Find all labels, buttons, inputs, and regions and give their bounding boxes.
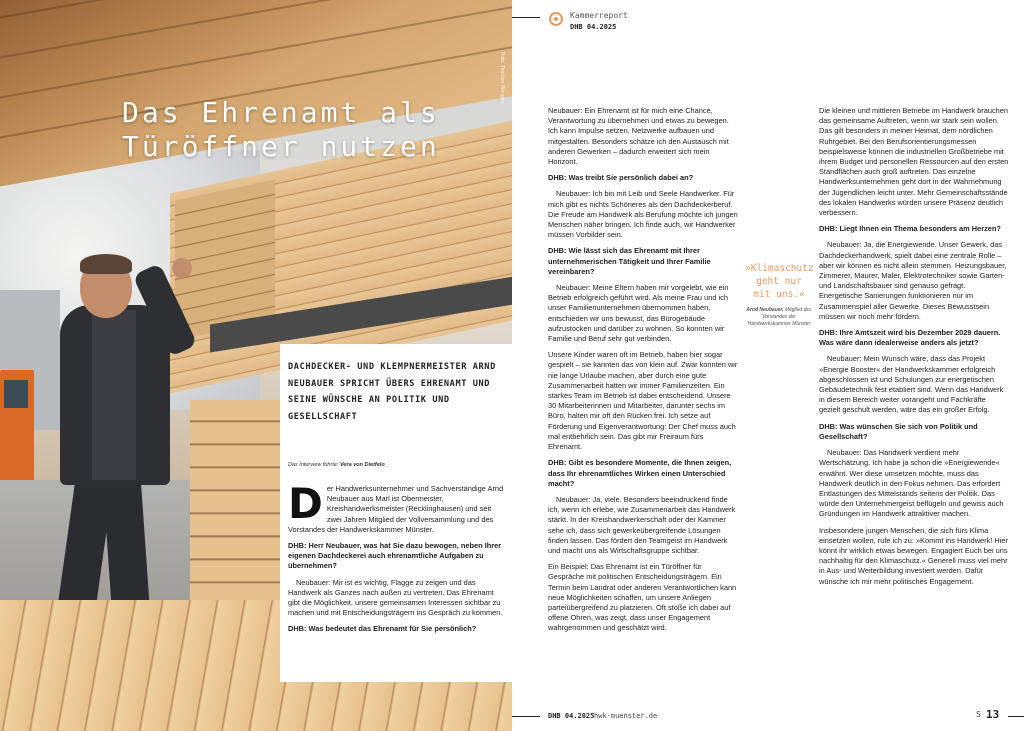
paragraph: Neubauer: Ich bin mit Leib und Seele Handwerker. Für mich gibt es nichts Schöneres als den Dachdeckerberuf. Die Freude am Handwerk als Berufung möchte ich jungen Menschen näher bringen. Ich finde auch, wir Handwerker müssen Vorbilder sein.: [548, 189, 738, 240]
article-headline: [122, 96, 482, 164]
question: DHB: Was wünschen Sie sich von Politik und Gesellschaft?: [819, 421, 978, 441]
intro-paragraph: Der Handwerksunternehmer und Sachverständige Arnd Neubauer aus Marl ist Obermeister, Kreishandwerksmeister (Recklinghausen) und seit zwei Jahren Mitglied der Vollversammlung und des Vorstandes der Handwerkskammer Münster.: [288, 479, 504, 534]
paragraph: Insbesondere jungen Menschen, die sich fürs Klima einsetzen wollen, rufe ich zu: »Kommt ins Handwerk! Hier könnt ihr wirklich etwas bewegen. Engagiert Euch bei uns nachhaltig für den Klimaschutz.« Generell muss viel mehr in Aus- und Weiterbildung investiert werden. Dafür wünsche ich mir mehr politisches Engagement.: [819, 525, 1008, 586]
pull-quote: [745, 262, 813, 328]
photo-credit: Foto: Thorben Wengert: [499, 52, 505, 104]
answer: Neubauer: Mir ist es wichtig, Flagge zu zeigen und das Handwerk als Ganzes nach außen zu vertreten. Das Ehrenamt gibt die Möglichkeit, unsere gemeinsamen Interessen sichtbar zu machen und mit Entscheidungsträgern ins Gespräch zu kommen.: [288, 577, 503, 618]
text-column-2: [819, 106, 1009, 593]
question: DHB: Gibt es besondere Momente, die Ihnen zeigen, dass Ihr ehrenamtliches Wirken einen Unterschied macht?: [548, 458, 732, 488]
lead-text: DACHDECKER- UND KLEMPNERMEISTER ARND NEUBAUER SPRICHT ÜBERS EHRENAMT UND SEINE WÜNSCHE AN POLITIK UND GESELLSCHAFT: [288, 362, 496, 422]
question: DHB: Wie lässt sich das Ehrenamt mit Ihrer unternehmerischen Tätigkeit und Ihrer Familie vereinbaren?: [548, 246, 711, 276]
headline-line-1: Das Ehrenamt als: [122, 96, 440, 129]
paragraph: Ein Beispiel: Das Ehrenamt ist ein Türöffner für Gespräche mit politischen Entscheidungsträgern. Ein Termin beim Landrat oder anderen Verantwortlichen kann neue Möglichkeiten schaffen, um unsere Anliegen parteiübergreifend zu platzieren. Oft stoße ich dabei auf offene Ohren, was zeigt, dass unser Engagement wahrgenommen und geschätzt wird.: [548, 562, 737, 633]
interviewer-name: Vera von Dietfelo_: [339, 462, 388, 468]
question: DHB: Herr Neubauer, was hat Sie dazu bewogen, neben Ihrer eigenen Dachdeckerei auch ehrenamtliche Aufgaben zu übernehmen?: [288, 541, 502, 571]
paragraph: Neubauer: Ja, die Energiewende. Unser Gewerk, das Dachdeckerhandwerk, spielt dabei eine zentrale Rolle – aber wir können es nicht allein stemmen. Heizungsbauer, Zimmerer, Maurer, Maler, Elektrotechniker sowie Garten- und Landschaftsbauer sind genauso gefragt. Energetische Sanierungen funktionieren nur im Zusammenspiel aller Gewerke. Dieses Bewusstsein müssen wir noch mehr fördern.: [819, 240, 1007, 321]
issue-label: DHB 04.2025: [570, 23, 617, 31]
paragraph: Neubauer: Das Handwerk verdient mehr Wertschätzung. Ich habe ja schon die »Energiewende« erwähnt. Wer diese umsetzen möchte, muss das Handwerk deutlich in den Fokus nehmen. Das erfordert Entlastungen des Mittelstands seitens der Politik. Das würde den Unternehmergeist beflügeln und gewiss auch Gründungen im Handwerk attraktiver machen.: [819, 448, 1004, 519]
header-rule: [512, 17, 540, 18]
paragraph: Unsere Kinder waren oft im Betrieb, haben hier sogar gespielt – sie kannten das von klein auf. Zwar konnten wir nie lange Urlaube machen, aber durch eine gute Zusammenarbeit hatten wir immer Familienzeiten. Ein starkes Team im Betrieb ist dabei entscheidend. Unsere 30 Mitarbeiterinnen und Mitarbeiter, darunter sechs im Büro, halten mir oft den Rücken frei. Ich setze auf Förderung und Eigenverantwortung: Der Chef muss auch mal entbehrlich sein. Das gibt mir Freiraum fürs Ehrenamt.: [548, 350, 738, 452]
paragraph: Neubauer: Ein Ehrenamt ist für mich eine Chance, Verantwortung zu übernehmen und etwas zu bewegen. Ich kann Impulse setzen, Netzwerke aufbauen und mitgestalten. Besonders schätze ich den Austausch mit anderen Gewerken – dadurch erweitert sich mein Horizont.: [548, 106, 729, 167]
paragraph: Neubauer: Mein Wunsch wäre, dass das Projekt »Energie Booster« der Handwerkskammer erfolgreich abgeschlossen ist und Schulungen zur energetischen Gebäudetechnik fest etabliert sind. Wenn das Handwerk in diesem Bereich weiter vorangeht und Fachkräfte gezielt geschult werden, wäre das ein großer Erfolg.: [819, 354, 1004, 415]
footer-url: hwk-muenster.de: [594, 712, 658, 720]
page-number: 13: [986, 708, 1000, 721]
right-page: [512, 0, 1024, 731]
headline-line-2: Türöffner nutzen: [122, 130, 440, 163]
pull-quote-attribution: Arnd Neubauer, Mitglied des Vorstandes der Handwerkskammer Münster: [746, 307, 812, 327]
paragraph: Neubauer: Ja, viele. Besonders beeindruckend finde ich, wenn ich erlebe, wie Zusammenarbeit das Handwerk stärkt. In der Kreishandwerkerschaft oder der Kammer sehe ich, dass sich gewerkeübergreifende Lösungen finden lassen. Das fördert den Teamgeist im Handwerk und macht uns als Wirtschaftsgruppe sichtbar.: [548, 494, 736, 555]
paragraph: Die kleinen und mittleren Betriebe im Handwerk brauchen das gemeinsame Auftreten, wenn wir stark sein wollen. Das gilt besonders in meiner Heimat, dem nördlichen Ruhrgebiet. Bei den Berufsorientierungsmessen beispielsweise können die industriellen Großbetriebe mit ihrem Budget und personellen Ressourcen auf den ersten Standflächen auch groß auftreten. Das einzelne Handwerksunternehmen geht dort in der Wahrnehmung der Jugendlichen leicht unter. Mehr Gemeinschaftsstände des lokalen Handwerks würden unsere Präsenz deutlich verbessern.: [819, 106, 1009, 218]
question: DHB: Liegt Ihnen ein Thema besonders am Herzen?: [819, 224, 1001, 234]
footer-issue: DHB 04.2025: [548, 712, 595, 720]
question: DHB: Was treibt Sie persönlich dabei an?: [548, 173, 694, 183]
section-name: Kammerreport: [570, 11, 628, 20]
intro-text: [288, 479, 506, 641]
footer-rule: [512, 716, 540, 717]
paragraph: Neubauer: Meine Eltern haben mir vorgelebt, wie ein Betrieb erfolgreich geführt wird. Als meine Frau und ich unser Familienunternehmen übernommen haben, entschieden wir uns bewusst, das Bürogebäude aufzustocken und darüber zu wohnen. So konnten wir Familie und Beruf sehr gut verbinden.: [548, 283, 729, 344]
page-prefix: S: [976, 710, 981, 719]
location-pin-icon: [549, 12, 563, 26]
question: DHB: Ihre Amtszeit wird bis Dezember 2029 dauern. Was wäre dann idealerweise anders als jetzt?: [819, 328, 1001, 348]
question: DHB: Was bedeutet das Ehrenamt für Sie persönlich?: [288, 624, 477, 634]
interview-credit: Das Interview führte: Vera von Dietfelo_: [288, 462, 388, 468]
dropcap: D: [288, 479, 323, 528]
pull-quote-text: »Klimaschutz geht nur mit uns.«: [745, 263, 814, 300]
text-column-1: [548, 106, 738, 640]
footer-rule-right: [1008, 716, 1024, 717]
intro-box: [280, 344, 512, 682]
